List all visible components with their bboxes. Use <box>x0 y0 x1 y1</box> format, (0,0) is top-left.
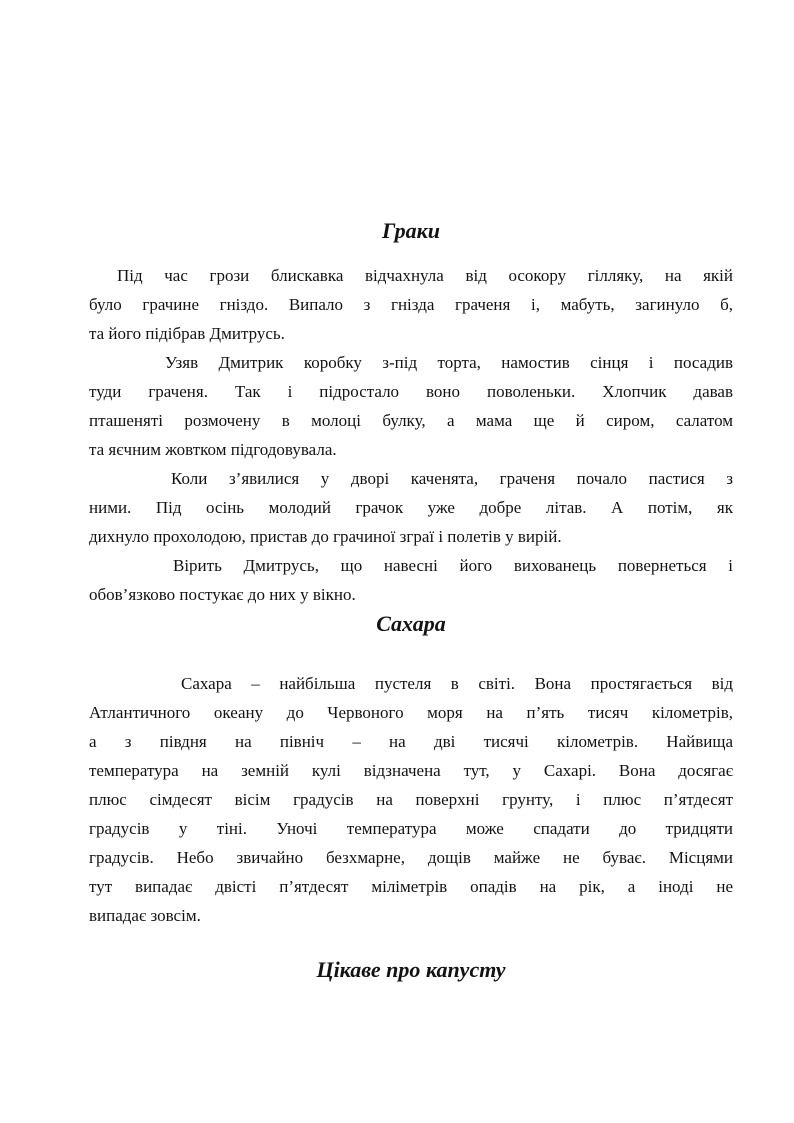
text-line: Сахара – найбільша пустеля в світі. Вона простягається від <box>181 674 733 693</box>
section-heading-sahara: Сахара <box>376 611 446 636</box>
text-line: Під час грози блискавка відчахнула від осокору гілляку, на якій <box>117 266 733 285</box>
paragraph <box>89 261 733 348</box>
text-line: Коли з’явилися у дворі каченята, граченя почало пастися з <box>171 469 733 488</box>
text-line: було грачине гніздо. Випало з гнізда граченя і, мабуть, загинуло б, <box>89 295 733 314</box>
text-line: ними. Під осінь молодий грачок уже добре літав. А потім, як <box>89 498 733 517</box>
text-line: дихнуло прохолодою, пристав до грачиної зграї і полетів у вирій. <box>89 527 562 546</box>
text-line: Атлантичного океану до Червоного моря на п’ять тисяч кілометрів, <box>89 703 733 722</box>
text-line: температура на земній кулі відзначена тут, у Сахарі. Вона досягає <box>89 761 733 780</box>
text-line: та яєчним жовтком підгодовувала. <box>89 440 337 459</box>
text-line: плюс сімдесят вісім градусів на поверхні грунту, і плюс п’ятдесят <box>89 790 733 809</box>
text-line: а з півдня на північ – на дві тисячі кілометрів. Найвища <box>89 732 733 751</box>
text-line: обов’язково постукає до них у вікно. <box>89 585 356 604</box>
text-line: градусів. Небо звичайно безхмарне, дощів майже не буває. Місцями <box>89 848 733 867</box>
text-line: пташеняті розмочену в молоці булку, а мама ще й сиром, салатом <box>89 411 733 430</box>
paragraph <box>89 551 733 609</box>
text-line: градусів у тіні. Уночі температура може спадати до тридцяти <box>89 819 733 838</box>
paragraph <box>89 348 733 464</box>
text-line: туди граченя. Так і підростало воно поволеньки. Хлопчик давав <box>89 382 733 401</box>
paragraph <box>89 669 733 930</box>
text-line: тут випадає двісті п’ятдесят міліметрів опадів на рік, а іноді не <box>89 877 733 896</box>
section-heading-kapusta: Цікаве про капусту <box>316 957 506 982</box>
section-heading-graky: Граки <box>381 218 441 243</box>
text-line: Узяв Дмитрик коробку з-під торта, намостив сінця і посадив <box>165 353 733 372</box>
text-line: та його підібрав Дмитрусь. <box>89 324 285 343</box>
text-line: випадає зовсім. <box>89 906 201 925</box>
text-line: Вірить Дмитрусь, що навесні його вихованець повернеться і <box>173 556 733 575</box>
paragraph <box>89 464 733 551</box>
